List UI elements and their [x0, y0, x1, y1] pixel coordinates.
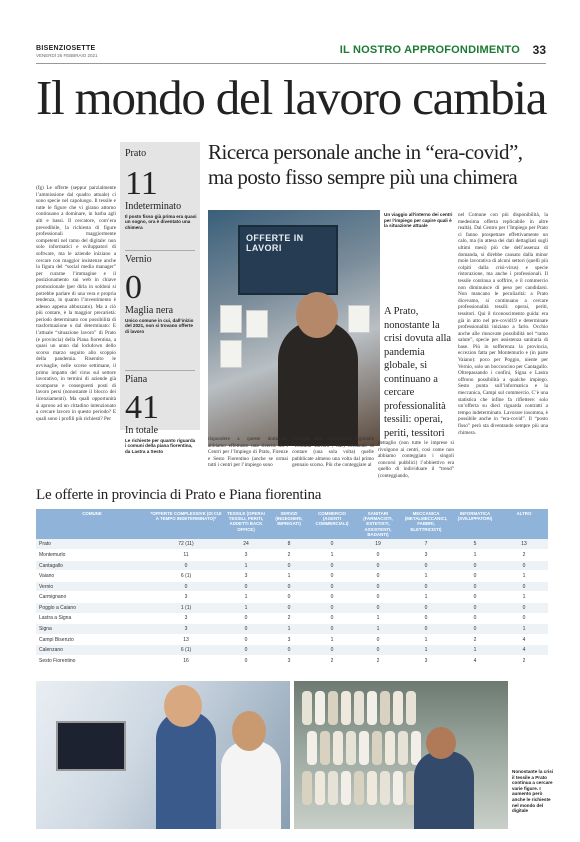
- pull-quote: A Prato, nonostante la crisi dovuta alla pandemia globale, si continuano a cercare professionalità tessili: operai, periti, tessitori: [384, 306, 452, 439]
- thread-spool: [393, 691, 403, 725]
- table-row: [36, 645, 548, 656]
- thread-spool: [393, 771, 403, 805]
- thread-spool: [354, 771, 364, 805]
- table-cell-comune: Prato: [36, 539, 148, 550]
- page-number: 33: [532, 43, 546, 57]
- table-cell: 1: [268, 571, 310, 582]
- person-head: [296, 292, 338, 338]
- table-cell: 0: [354, 581, 402, 592]
- thread-spool: [398, 731, 408, 765]
- table-cell: 1: [354, 624, 402, 635]
- table-cell: 0: [450, 624, 500, 635]
- column-header: TESSILE (OPERAI TESSILI, PERITI, ADDETTI BACK OFFICE): [224, 509, 268, 539]
- table-cell: 13: [500, 539, 548, 550]
- table-title: Le offerte in provincia di Prato e Piana fiorentina: [36, 487, 322, 503]
- person-head: [232, 711, 266, 751]
- figure-place: Piana: [125, 374, 148, 385]
- table-cell-comune: Lastra a Signa: [36, 613, 148, 624]
- figure-number: 11: [125, 165, 158, 202]
- table-cell: 1: [402, 634, 450, 645]
- article-column-1: (fg) Le offerte (seppur parzialmente l’ammissione dal quadro attuale) ci sono specie nel capoluogo. Il tessile e tutte le figure che vi girano attorno continuano a dominare, in barba agli alti e bassi. Il cercatore, com’era prevedibile, la richiesta di figure professionali maggiormente competenti nel ramo del digitale: non solo informatici e sviluppatori di software, ma le aziende iniziano a cercare con maggior insistenze anche la figura del “social media manager” per curarne l’immagine e il posizionamento sui web in chiave promozionale (per dirla in soldoni si potrebbe parlare di una vera e propria tendenza, in quanto l’investimento è adesso appena abbozzato). Ma a ciò più contare, è la maggior precarietà: periodo determinato con possibilità di trasformazione o dal determinato: E l’attuale “situazione lavoro” di Prato (e provincia) della Piana fiorentina, a quasi un anno dal lockdown dello scorso marzo seguito allo scoppio della pandemia. Risentito le avvisaglie, nelle scorse settimane, il primo impatto del virus sul settore lavorativo, in termini di aziende già scomparse e conseguenti posti di lavoro persi (nonostante il blocco dei licenziamenti). Ma quali opportunità si aprono ad un cittadino intenzionato a cercare lavoro in questo periodo? E quali sono i profili più richiesti? Per: [36, 185, 116, 422]
- table-cell: 2: [500, 550, 548, 561]
- table-cell: 3: [148, 624, 224, 635]
- job-offers-table: [36, 509, 548, 667]
- table-cell-comune: Calenzano: [36, 645, 148, 656]
- table-cell: 0: [500, 581, 548, 592]
- table-cell: 1: [224, 603, 268, 614]
- table-cell-comune: Cantagallo: [36, 560, 148, 571]
- worker-head: [426, 727, 456, 759]
- table-cell: 1: [310, 634, 354, 645]
- table-cell: 3: [224, 550, 268, 561]
- posted-notice: [348, 305, 370, 333]
- figure-block-vernio: [125, 254, 197, 334]
- thread-spool: [367, 771, 377, 805]
- table-cell: 0: [354, 560, 402, 571]
- table-cell: 2: [354, 656, 402, 667]
- sidebar-divider: [125, 370, 195, 371]
- table-cell: 0: [402, 560, 450, 571]
- table-cell: 1: [268, 624, 310, 635]
- figure-place: Prato: [125, 148, 147, 159]
- person-head: [164, 685, 202, 727]
- table-cell-comune: Poggio a Caiano: [36, 603, 148, 614]
- thread-spool: [320, 731, 330, 765]
- table-cell: 3: [148, 613, 224, 624]
- column-header: SERVIZI (INGEGNERI, IMPIEGATI): [268, 509, 310, 539]
- newspaper-name: BISENZIOSETTE: [36, 45, 96, 52]
- table-row: [36, 613, 548, 624]
- article-subtitle: Ricerca personale anche in “era-covid”, ma posto fisso sempre più una chimera: [208, 140, 523, 189]
- table-cell: 1: [310, 550, 354, 561]
- thread-spool: [302, 691, 312, 725]
- thread-spool: [328, 691, 338, 725]
- table-cell: 0: [354, 592, 402, 603]
- table-cell: 7: [402, 539, 450, 550]
- table-cell: 0: [402, 624, 450, 635]
- table-cell-comune: Signa: [36, 624, 148, 635]
- office-workers-photo: [36, 681, 290, 829]
- article-column-right: nel Comune con più disponibilità, la medesima offerta replicabile in altre realtà). Dal Centro per l’Impiego per Prato ci fanno prospettare effettivamente un calo, ma (in attesa dei dati dettagliati sugli ultimi mesi) più che dell’assenza di domanda, si direbbe causato dalla minor mole lavorativa di alcuni settori (quelli più colpiti dalla crisi-virus) e specie ristorazione, ma anche i professionali. Il tessile continua a soffrire, e il commercio non diminuisce di peso per candidarsi. Non mancano le peculiarità: a Prato dicevamo, si continuano a cercare professionalità tessili: operai, periti, tessitori. Qui il riconoscimento guida: era già in atto nel pre-covid19 e determinate professionalità iniziano a farlo. Occhio anche alle rinnovate possibilità nel “ramo salute”, specie per assistenza sanitaria di base. Più in sofferenza la provincia, eccezion fatta per Montemurlo e (in parte Vaiano): poco per Poggio, niente per Vernio, solo un bocconcino per Cantagallo. Oltrepassando i confini, Signa e Lastra offrono possibilità a qualche impiego. Sesto punta sull’informatica e la meccanica, Campi sul commercio. C’è una statistica che infine fa riflettere: solo un’offerta su dieci riguarda contratti a tempo indeterminato. Lavorare insomma, è possibile anche in “era-covid”. Il “posto fisso” però sta diventando sempre più una chimera.: [458, 212, 548, 436]
- table-cell: 0: [450, 592, 500, 603]
- table-cell: 0: [310, 539, 354, 550]
- table-cell: 4: [500, 645, 548, 656]
- job-board-sign-text: OFFERTE IN LAVORI: [246, 233, 304, 253]
- table-cell: 0: [354, 645, 402, 656]
- key-figures-sidebar: [120, 142, 200, 454]
- thread-spool: [372, 731, 382, 765]
- table-cell: 0: [224, 624, 268, 635]
- table-cell: 8: [268, 539, 310, 550]
- table-cell-comune: Vernio: [36, 581, 148, 592]
- table-body: [36, 539, 548, 666]
- table-cell: 0: [354, 603, 402, 614]
- table-header-row: [36, 509, 548, 539]
- figure-place: Vernio: [125, 254, 152, 265]
- table-cell: 13: [148, 634, 224, 645]
- figure-note: Le richieste per quanto riguarda i comuni della piana fiorentina, da Lastra a Sesto: [125, 438, 196, 454]
- thread-spool: [346, 731, 356, 765]
- table-cell: 0: [354, 550, 402, 561]
- table-cell: 0: [450, 613, 500, 624]
- thread-spool: [359, 731, 369, 765]
- table-cell-comune: Sesto Fiorentino: [36, 656, 148, 667]
- page-header: [36, 44, 546, 62]
- table-cell: 16: [148, 656, 224, 667]
- table-cell: 2: [268, 613, 310, 624]
- posted-notice: [246, 310, 268, 338]
- table-cell: 1: [500, 571, 548, 582]
- table-row: [36, 592, 548, 603]
- table-row: [36, 624, 548, 635]
- table-cell: 0: [268, 592, 310, 603]
- table-row: [36, 581, 548, 592]
- table-cell: 0: [500, 613, 548, 624]
- table-cell: 0: [310, 560, 354, 571]
- table-cell: 0: [450, 603, 500, 614]
- table-cell: 4: [450, 656, 500, 667]
- table-cell: 0: [500, 560, 548, 571]
- table-row: [36, 571, 548, 582]
- table-cell: 11: [148, 550, 224, 561]
- thread-spool: [367, 691, 377, 725]
- sidebar-divider: [125, 250, 195, 251]
- article-column-bottom-1: rispondere a queste domande, abbiamo effettuato una ricerca tra i Centri per l’Impiego di Prato, Firenze e Sesto Fiorentino (anche se ormai tutti i centri per l’impiego sono: [208, 436, 288, 469]
- table-cell: 0: [268, 603, 310, 614]
- table-cell: 1: [500, 624, 548, 635]
- table-cell: 3: [148, 592, 224, 603]
- figure-block-prato: [125, 148, 197, 230]
- table-cell: 0: [402, 613, 450, 624]
- thread-spool: [341, 771, 351, 805]
- column-header: MECCANICA (METALMECCANICI, FABBRI, ELETTRICISTI): [402, 509, 450, 539]
- table-cell: 1: [402, 645, 450, 656]
- main-title: Il mondo del lavoro cambia: [36, 70, 547, 125]
- table-cell: 0: [310, 592, 354, 603]
- table-cell: 0: [268, 645, 310, 656]
- table-cell: 24: [224, 539, 268, 550]
- computer-monitor: [56, 721, 126, 771]
- posted-notice: [220, 340, 242, 368]
- table-cell: 0: [268, 560, 310, 571]
- table-cell: 0: [268, 581, 310, 592]
- table-cell: 0: [310, 581, 354, 592]
- thread-spool: [328, 771, 338, 805]
- thread-spool: [302, 771, 312, 805]
- table-cell: 0: [310, 645, 354, 656]
- table-cell: 2: [450, 634, 500, 645]
- figure-number: 41: [125, 389, 159, 426]
- table-cell: 3: [402, 550, 450, 561]
- table-cell: 1: [450, 550, 500, 561]
- table-cell: 1: [402, 592, 450, 603]
- textile-factory-photo: [294, 681, 508, 829]
- table-cell: 0: [402, 603, 450, 614]
- table-cell: 19: [354, 539, 402, 550]
- table-cell: 0: [450, 560, 500, 571]
- table-cell: 0: [224, 645, 268, 656]
- photo-caption-top: Un viaggio all’interno dei centri per l’impiego per capire quali è la situazione attuale: [384, 212, 453, 229]
- table-cell: 2: [268, 550, 310, 561]
- table-cell: 3: [224, 571, 268, 582]
- table-row: [36, 560, 548, 571]
- column-header: ALTRO: [500, 509, 548, 539]
- person-silhouette: [278, 320, 358, 446]
- table-cell: 1 (1): [148, 603, 224, 614]
- article-column-bottom-3: dettaglio (non tutte le imprese si rivolgono ai centri, così come non abbiamo conteggiato i singoli concorsi pubblici) l’obbiettivo era quello di individuare il “trend” (conteggiando,: [378, 440, 454, 479]
- table-cell: 0: [148, 581, 224, 592]
- table-cell: 1: [224, 592, 268, 603]
- table-cell: 3: [402, 656, 450, 667]
- thread-spool: [354, 691, 364, 725]
- thread-spool: [406, 691, 416, 725]
- figure-label: In totale: [125, 425, 159, 436]
- table-row: [36, 656, 548, 667]
- column-header: SANITARI (FARMACISTI, ESTETISTI, ASSISTENTI, BADANTI): [354, 509, 402, 539]
- job-board-sign: [238, 225, 338, 295]
- table-cell: 0: [354, 634, 402, 645]
- table-row: [36, 539, 548, 550]
- column-header: COMUNE: [36, 509, 148, 539]
- table-cell: 1: [500, 592, 548, 603]
- table-cell: 0: [224, 581, 268, 592]
- table-cell: 1: [224, 560, 268, 571]
- table-cell: 1: [354, 613, 402, 624]
- table-cell-comune: Montemurlo: [36, 550, 148, 561]
- column-header: INFORMATICA (SVILUPPATORI): [450, 509, 500, 539]
- column-header: COMMERCIO (AGENTI COMMERCIALI): [310, 509, 354, 539]
- table-cell: 2: [500, 656, 548, 667]
- thread-spool: [307, 731, 317, 765]
- table-cell: 0: [402, 581, 450, 592]
- figure-label: Indeterminato: [125, 201, 182, 212]
- table-cell: 0: [148, 560, 224, 571]
- table-cell: 3: [268, 656, 310, 667]
- table-cell-comune: Carmignano: [36, 592, 148, 603]
- table-cell: 4: [500, 634, 548, 645]
- figure-label: Maglia nera: [125, 305, 174, 316]
- article-column-bottom-2: collegati dalla piattaforma regionale “Toscana Lavoro”, ndr) cercando di contare (una sola volta) quelle pubblicate almeno una volta dal primo gennaio scorso. Più che conteggiare al: [292, 436, 374, 469]
- thread-spool: [385, 731, 395, 765]
- photo-caption-bottom: Nonostante la crisi il tessile a Prato continua a cercare varie figure. I aumento però anche le richieste nel mondo del digitale: [512, 769, 554, 814]
- column-header: *OFFERTE COMPLESSIVE (DI CUI A TEMPO INDETERMINATO)*: [148, 509, 224, 539]
- worker-silhouette: [414, 751, 474, 829]
- posted-notice: [220, 305, 242, 333]
- table-cell: 0: [310, 624, 354, 635]
- table-cell-comune: Campi Bisenzio: [36, 634, 148, 645]
- table-cell: 0: [500, 603, 548, 614]
- table-cell: 0: [224, 634, 268, 645]
- person-silhouette: [221, 741, 281, 829]
- thread-spool: [341, 691, 351, 725]
- thread-spool: [380, 771, 390, 805]
- table-row: [36, 603, 548, 614]
- figure-number: 0: [125, 269, 142, 306]
- issue-date: VENERDÌ 26 FEBBRAIO 2021: [36, 53, 98, 58]
- figure-note: Il posto fisso già prima era quasi un sogno, ora è diventato una chimera: [125, 214, 197, 230]
- table-cell: 5: [450, 539, 500, 550]
- thread-spool: [315, 691, 325, 725]
- job-board-photo: [208, 210, 380, 446]
- table-row: [36, 634, 548, 645]
- thread-spool: [333, 731, 343, 765]
- table-cell: 0: [354, 571, 402, 582]
- table-cell: 0: [310, 603, 354, 614]
- table-cell: 1: [402, 571, 450, 582]
- table-cell: 72 (11): [148, 539, 224, 550]
- table-cell: 0: [310, 571, 354, 582]
- header-divider: [36, 63, 546, 64]
- table-cell: 0: [224, 613, 268, 624]
- figure-block-piana: [125, 374, 197, 454]
- thread-spool: [380, 691, 390, 725]
- table-cell-comune: Vaiano: [36, 571, 148, 582]
- figure-note: Unico comune in cui, dall’inizio del 2021, non si trovano offerte di lavoro: [125, 318, 194, 334]
- table-cell: 0: [450, 571, 500, 582]
- table-row: [36, 550, 548, 561]
- table-cell: 0: [224, 656, 268, 667]
- table-cell: 0: [310, 613, 354, 624]
- table-cell: 2: [310, 656, 354, 667]
- table-cell: 3: [268, 634, 310, 645]
- table-cell: 0: [450, 581, 500, 592]
- table-cell: 6 (1): [148, 571, 224, 582]
- table-cell: 1: [450, 645, 500, 656]
- thread-spool: [315, 771, 325, 805]
- person-silhouette: [156, 711, 216, 829]
- section-title: IL NOSTRO APPROFONDIMENTO: [339, 44, 520, 56]
- table-cell: 6 (1): [148, 645, 224, 656]
